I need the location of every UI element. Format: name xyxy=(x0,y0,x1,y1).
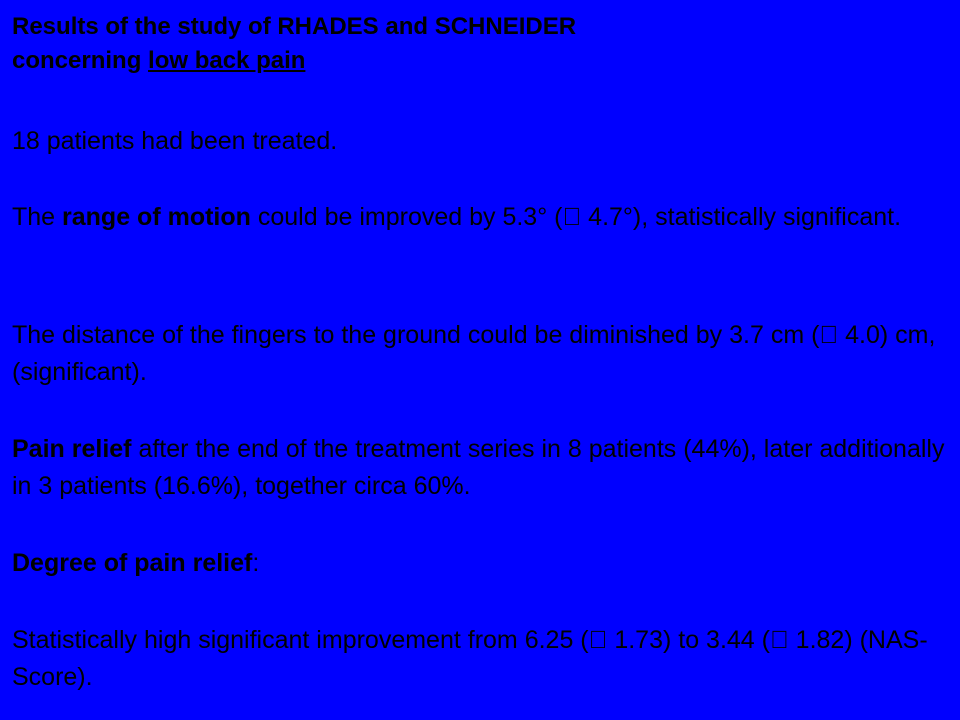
degree-of-pain-relief-heading xyxy=(12,545,952,582)
slide-title xyxy=(12,10,942,78)
motion-prefix: The xyxy=(12,203,63,231)
pain-relief-paragraph xyxy=(12,431,952,505)
degree-suffix: : xyxy=(252,549,260,577)
degree-bold: Degree of pain relief xyxy=(12,549,253,577)
finger-ground-distance-paragraph: The distance of the fingers to the ground could be diminished by 3.7 cm ( 4.0) cm, (significant). xyxy=(12,321,917,386)
title-line-2-prefix: concerning xyxy=(12,47,149,74)
range-of-motion-bold: range of motion xyxy=(62,203,251,231)
motion-suffix: could be improved by 5.3° ( 4.7°), statistically significant. xyxy=(250,203,883,231)
pain-relief-suffix: after the end of the treatment series in 8 patients (44%), later additionally in 3 patients (16.6%), together circa 60%. xyxy=(12,435,945,500)
range-of-motion-paragraph xyxy=(12,199,952,236)
title-line-1: Results of the study of RHADES and SCHNEIDER xyxy=(12,13,577,40)
nas-score-improvement-paragraph: Statistically high significant improvement from 6.25 ( 1.73) to 3.44 ( 1.82) (NAS-Score). xyxy=(12,626,891,691)
patients-treated-paragraph: 18 patients had been treated. xyxy=(12,127,338,155)
title-underlined-topic: low back pain xyxy=(148,47,306,74)
pain-relief-bold: Pain relief xyxy=(12,435,132,463)
